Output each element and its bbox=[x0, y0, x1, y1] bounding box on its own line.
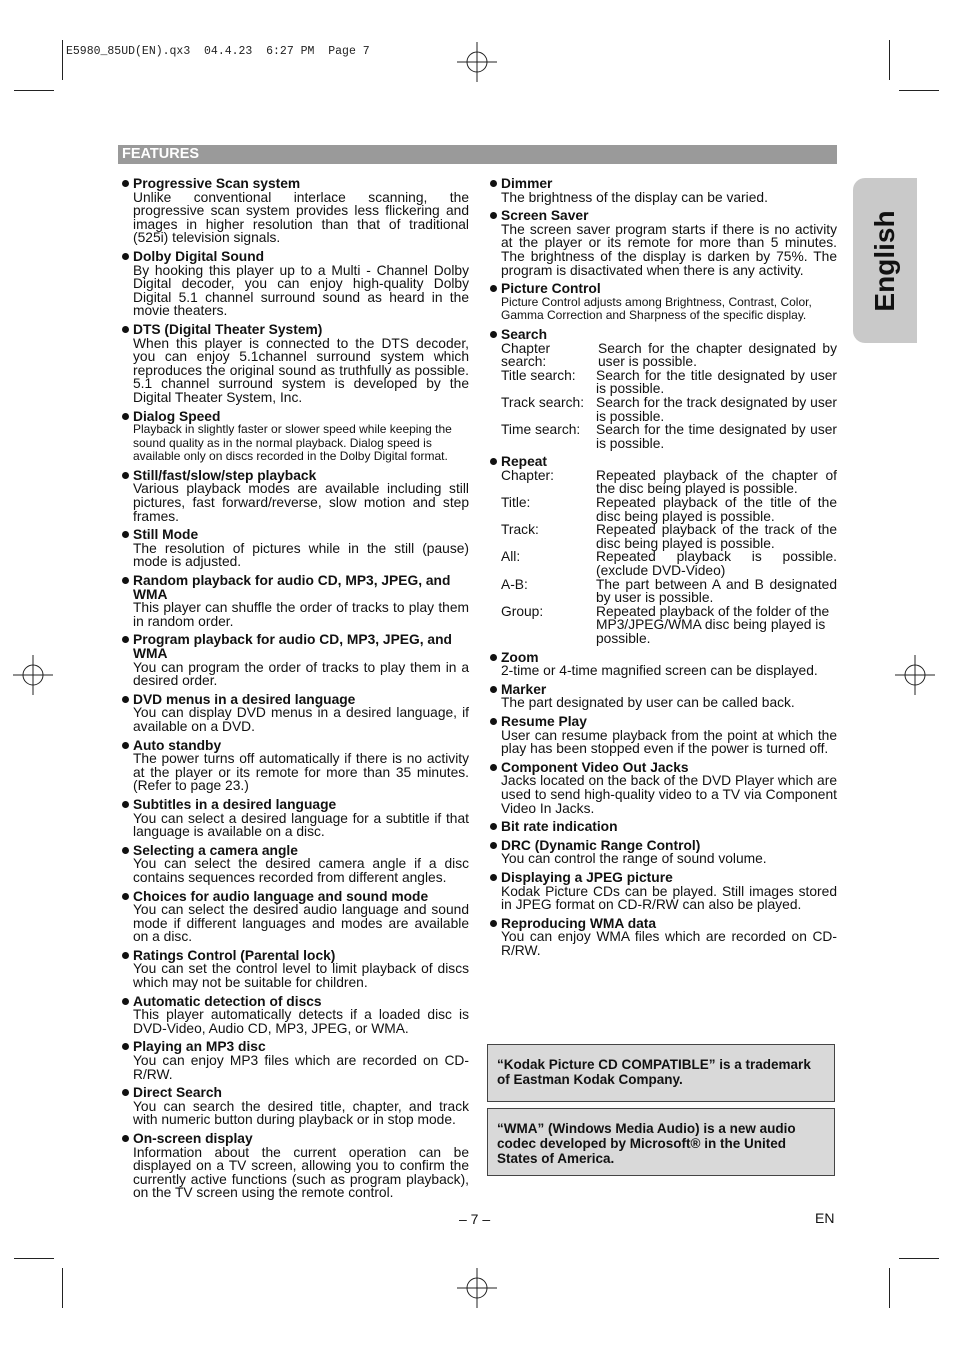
search-row bbox=[488, 369, 837, 396]
feature-item bbox=[120, 949, 469, 990]
crop-mark bbox=[889, 1268, 890, 1308]
language-tab-label: English bbox=[869, 209, 900, 312]
repeat-row bbox=[488, 550, 837, 577]
trademark-note-wma: “WMA” (Windows Media Audio) is a new audio codec developed by Microsoft® in the United States of America. bbox=[487, 1108, 835, 1176]
feature-desc: The screen saver program starts if there is no activity at the player or its remote for more than 5 minutes. The brightness of the display is darken by 75%. The program is disactivated when there is any activity. bbox=[501, 221, 837, 278]
row-key: Track: bbox=[501, 522, 539, 538]
feature-item bbox=[488, 455, 837, 645]
feature-desc: You can search the desired title, chapter, and track with numeric button during playback or in stop mode. bbox=[133, 1098, 469, 1128]
feature-title: Search bbox=[488, 328, 837, 342]
row-key: A-B: bbox=[501, 576, 528, 592]
feature-item bbox=[488, 761, 837, 815]
feature-desc: You can control the range of sound volume. bbox=[501, 851, 767, 867]
feature-title: Bit rate indication bbox=[488, 820, 837, 834]
feature-title: Dialog Speed bbox=[120, 410, 469, 424]
feature-item bbox=[488, 328, 837, 450]
feature-title: Automatic detection of discs bbox=[120, 995, 469, 1009]
feature-desc: The part designated by user can be called back. bbox=[501, 695, 795, 711]
row-key: Chapter: bbox=[501, 467, 554, 483]
left-feature-column bbox=[120, 177, 469, 1205]
row-value: Repeated playback is possible. (exclude DVD-Video) bbox=[596, 549, 837, 579]
row-value: Search for the time designated by user is possible. bbox=[596, 422, 837, 451]
feature-desc: Kodak Picture CDs can be played. Still images stored in JPEG format on CD-R/RW can also be played. bbox=[501, 883, 837, 913]
feature-title: Subtitles in a desired language bbox=[120, 798, 469, 812]
feature-title: Reproducing WMA data bbox=[488, 917, 837, 931]
feature-desc: You can select a desired language for a subtitle if that language is available on a disc. bbox=[133, 810, 469, 840]
feature-desc: Playback in slightly faster or slower speed while keeping the sound quality as in the normal playback. Dialog speed is available only on discs recorded in the Dolby Digital format. bbox=[133, 422, 452, 464]
row-key: Title search: bbox=[501, 367, 576, 383]
feature-item bbox=[120, 323, 469, 405]
feature-desc: This player automatically detects if a loaded disc is DVD-Video, Audio CD, MP3, JPEG, or WMA. bbox=[133, 1007, 469, 1036]
feature-desc: The resolution of pictures while in the still (pause) mode is adjusted. bbox=[133, 540, 469, 570]
feature-item bbox=[120, 890, 469, 944]
registration-mark-icon bbox=[457, 42, 497, 82]
feature-item bbox=[120, 1086, 469, 1127]
row-key: Title: bbox=[501, 495, 531, 511]
feature-title: Progressive Scan system bbox=[120, 177, 469, 191]
crop-mark bbox=[899, 90, 939, 91]
row-value: The part between A and B designated by user is possible. bbox=[596, 576, 837, 606]
crop-mark bbox=[62, 40, 63, 80]
feature-desc: Information about the current operation can be displayed on a TV screen, allowing you to confirm the currently active functions (such as program playback), on the TV screen using the remote control. bbox=[133, 1144, 469, 1201]
row-value: Repeated playback of the folder of the MP3/JPEG/WMA disc being played is possible. bbox=[596, 603, 830, 646]
feature-desc: User can resume playback from the point at which the play has been stopped even if the power is turned off. bbox=[501, 727, 837, 757]
feature-desc: When this player is connected to the DTS decoder, you can enjoy 5.1channel surround system which reproduces the original sound as truthfully as possible. 5.1 channel surround system is developed by the Digital Theater System, Inc. bbox=[133, 335, 469, 405]
feature-item bbox=[120, 410, 469, 464]
crop-mark bbox=[899, 1258, 939, 1259]
feature-item bbox=[120, 1132, 469, 1200]
feature-title: Ratings Control (Parental lock) bbox=[120, 949, 469, 963]
feature-item bbox=[120, 844, 469, 885]
feature-title: DVD menus in a desired language bbox=[120, 693, 469, 707]
feature-item bbox=[488, 839, 837, 866]
row-key: Chapter search: bbox=[501, 340, 551, 370]
search-row bbox=[488, 396, 837, 423]
feature-title: On-screen display bbox=[120, 1132, 469, 1146]
feature-desc: You can select the desired camera angle if a disc contains sequences recorded from different angles. bbox=[133, 856, 469, 885]
feature-item bbox=[488, 715, 837, 756]
row-value: Repeated playback of the track of the disc being played is possible. bbox=[596, 522, 837, 551]
crop-mark bbox=[62, 1268, 63, 1308]
feature-title: Marker bbox=[488, 683, 837, 697]
feature-item bbox=[488, 177, 837, 204]
feature-title: Auto standby bbox=[120, 739, 469, 753]
feature-desc: You can select the desired audio language and sound mode if different languages and modes are available on a disc. bbox=[133, 902, 469, 945]
feature-title: Selecting a camera angle bbox=[120, 844, 469, 858]
feature-title: Still/fast/slow/step playback bbox=[120, 469, 469, 483]
feature-title: Screen Saver bbox=[488, 209, 837, 223]
feature-title: Picture Control bbox=[488, 282, 837, 296]
feature-item bbox=[120, 633, 469, 687]
feature-desc: You can display DVD menus in a desired language, if available on a DVD. bbox=[133, 705, 469, 734]
feature-item bbox=[120, 1040, 469, 1081]
search-row bbox=[488, 342, 837, 369]
row-value: Search for the chapter designated by user is possible. bbox=[598, 340, 837, 370]
row-key: All: bbox=[501, 549, 521, 565]
row-value: Repeated playback of the title of the disc being played is possible. bbox=[596, 495, 837, 524]
section-title: FEATURES bbox=[122, 146, 200, 162]
feature-title: DRC (Dynamic Range Control) bbox=[488, 839, 837, 853]
registration-mark-icon bbox=[457, 1268, 497, 1308]
feature-item bbox=[488, 871, 837, 912]
feature-desc: This player can shuffle the order of tracks to play them in random order. bbox=[133, 600, 469, 629]
feature-desc: The power turns off automatically if there is no activity at the player or its remote for more than 35 minutes. (Refer to page 23.) bbox=[133, 751, 469, 794]
row-key: Time search: bbox=[501, 422, 581, 438]
row-key: Track search: bbox=[501, 394, 585, 410]
feature-title: Still Mode bbox=[120, 528, 469, 542]
trademark-note-kodak: “Kodak Picture CD COMPATIBLE” is a trademark of Eastman Kodak Company. bbox=[487, 1044, 835, 1102]
feature-item bbox=[120, 739, 469, 793]
registration-mark-icon bbox=[13, 655, 53, 695]
feature-title: Program playback for audio CD, MP3, JPEG, and WMA bbox=[120, 633, 469, 660]
feature-title: Dimmer bbox=[488, 177, 837, 191]
feature-desc: 2-time or 4-time magnified screen can be displayed. bbox=[501, 663, 818, 679]
language-side-tab bbox=[853, 178, 917, 343]
feature-desc: You can enjoy WMA files which are recorded on CD-R/RW. bbox=[501, 929, 837, 958]
feature-title: Repeat bbox=[488, 455, 837, 469]
repeat-row bbox=[488, 605, 837, 646]
crop-mark bbox=[14, 90, 54, 91]
right-feature-column bbox=[488, 177, 837, 962]
feature-desc: Unlike conventional interlace scanning, the progressive scan system provides less flickering and images in higher resolution than that of traditional (525i) television signals. bbox=[133, 189, 469, 246]
section-title-bar bbox=[118, 145, 837, 164]
feature-title: Playing an MP3 disc bbox=[120, 1040, 469, 1054]
feature-title: Direct Search bbox=[120, 1086, 469, 1100]
feature-item bbox=[488, 651, 837, 678]
feature-title: Displaying a JPEG picture bbox=[488, 871, 837, 885]
feature-item bbox=[120, 469, 469, 523]
crop-mark bbox=[889, 40, 890, 80]
feature-title: Choices for audio language and sound mode bbox=[120, 890, 469, 904]
feature-title: Random playback for audio CD, MP3, JPEG, and WMA bbox=[120, 574, 469, 601]
feature-title: Zoom bbox=[488, 651, 837, 665]
feature-item bbox=[488, 683, 837, 710]
feature-item bbox=[120, 177, 469, 245]
repeat-row bbox=[488, 523, 837, 550]
repeat-row bbox=[488, 469, 837, 496]
crop-mark bbox=[14, 1258, 54, 1259]
row-key: Group: bbox=[501, 603, 544, 619]
feature-title: DTS (Digital Theater System) bbox=[120, 323, 469, 337]
feature-item bbox=[120, 693, 469, 734]
page-number: – 7 – bbox=[459, 1211, 491, 1227]
feature-desc: You can enjoy MP3 files which are recorded on CD-R/RW. bbox=[133, 1053, 469, 1082]
feature-title: Dolby Digital Sound bbox=[120, 250, 469, 264]
feature-item bbox=[120, 528, 469, 569]
row-value: Repeated playback of the chapter of the disc being played is possible. bbox=[596, 467, 837, 497]
feature-item bbox=[120, 798, 469, 839]
feature-desc: You can program the order of tracks to play them in a desired order. bbox=[133, 659, 469, 689]
row-value: Search for the track designated by user is possible. bbox=[596, 394, 837, 424]
feature-item bbox=[120, 250, 469, 318]
feature-item bbox=[488, 209, 837, 277]
feature-desc: By hooking this player up to a Multi - Channel Dolby Digital decoder, you can enjoy high-quality Dolby Digital 5.1 channel surround sound as heard in the movie theaters. bbox=[133, 262, 469, 319]
feature-desc: Various playback modes are available including still pictures, fast forward/reverse, slow motion and step frames. bbox=[133, 481, 469, 524]
feature-item bbox=[120, 995, 469, 1036]
feature-desc: Picture Control adjusts among Brightness, Contrast, Color, Gamma Correction and Sharpness of the specific display. bbox=[501, 294, 812, 323]
search-row bbox=[488, 423, 837, 450]
feature-item bbox=[120, 574, 469, 628]
feature-title: Component Video Out Jacks bbox=[488, 761, 837, 775]
feature-desc: The brightness of the display can be varied. bbox=[501, 189, 768, 205]
feature-item bbox=[488, 282, 837, 323]
feature-desc: Jacks located on the back of the DVD Player which are used to send high-quality video to a TV via Component Video In Jacks. bbox=[501, 773, 837, 816]
feature-desc: You can set the control level to limit playback of discs which may not be suitable for children. bbox=[133, 961, 469, 991]
language-code: EN bbox=[815, 1210, 835, 1226]
registration-mark-icon bbox=[895, 655, 935, 695]
feature-title: Resume Play bbox=[488, 715, 837, 729]
repeat-row bbox=[488, 578, 837, 605]
repeat-row bbox=[488, 496, 837, 523]
print-slug: E5980_85UD(EN).qx3 04.4.23 6:27 PM Page 7 bbox=[66, 45, 370, 58]
row-value: Search for the title designated by user is possible. bbox=[596, 367, 837, 397]
feature-item bbox=[488, 820, 837, 834]
feature-item bbox=[488, 917, 837, 958]
